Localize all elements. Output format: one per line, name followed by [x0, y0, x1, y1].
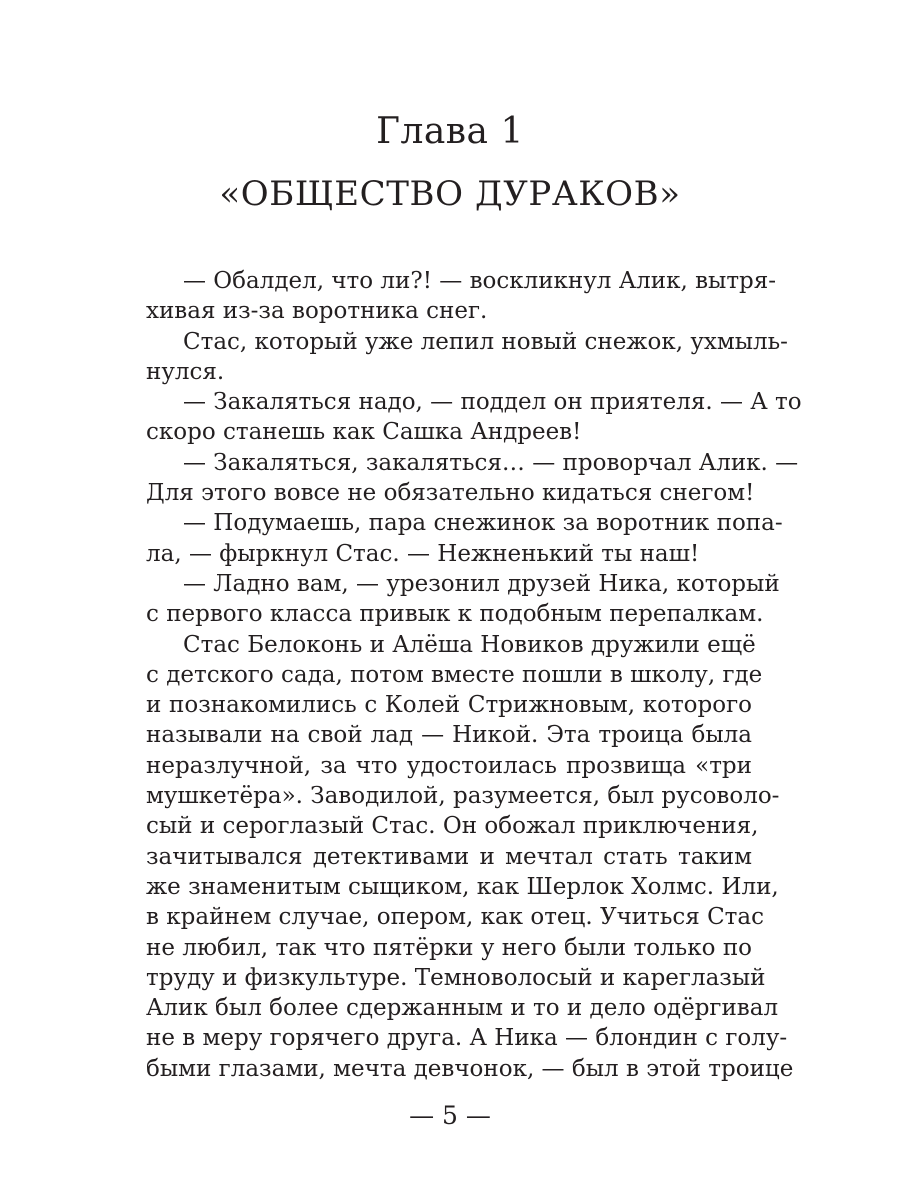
text-line: же знаменитым сыщиком, как Шерлок Холмс. Или,: [146, 873, 779, 900]
text-line: называли на свой лад — Никой. Эта троица была: [146, 722, 752, 749]
text-line: — Закаляться, закаляться… — проворчал Алик. —: [183, 449, 799, 476]
text-line: Для этого вовсе не обязательно кидаться снегом!: [146, 480, 755, 507]
text-line: — Ладно вам, — урезонил друзей Ника, который: [183, 570, 780, 597]
text-line: Стас Белоконь и Алёша Новиков дружили ещё: [183, 631, 756, 658]
text-line: сый и сероглазый Стас. Он обожал приключения,: [146, 813, 759, 840]
chapter-title: «ОБЩЕСТВО ДУРАКОВ»: [219, 174, 681, 214]
text-line: мушкетёра». Заводилой, разумеется, был русоволо-: [146, 783, 780, 810]
text-line: неразлучной, за что удостоилась прозвища «три: [146, 752, 752, 779]
page-number: — 5 —: [409, 1101, 491, 1130]
text-line: — Обалдел, что ли?! — воскликнул Алик, вытря-: [183, 268, 777, 294]
text-line: быми глазами, мечта девчонок, — был в этой троице: [146, 1055, 794, 1082]
text-line: Стас, который уже лепил новый снежок, ухмыль-: [183, 328, 788, 355]
chapter-body: [146, 266, 802, 1084]
text-line: не любил, так что пятёрки у него были только по: [146, 934, 752, 961]
text-line: труду и физкультуре. Темноволосый и кареглазый: [146, 964, 766, 991]
chapter-number: Глава 1: [376, 111, 524, 152]
text-line: скоро станешь как Сашка Андреев!: [146, 419, 582, 446]
text-line: — Подумаешь, пара снежинок за воротник попа-: [183, 510, 783, 537]
text-line: в крайнем случае, опером, как отец. Учиться Стас: [146, 904, 764, 931]
text-line: Алик был более сдержанным и то и дело одёргивал: [146, 995, 779, 1022]
text-line: зачитывался детективами и мечтал стать таким: [146, 843, 752, 870]
text-line: и познакомились с Колей Стрижновым, которого: [146, 692, 752, 719]
text-line: — Закаляться надо, — поддел он приятеля. — А то: [183, 389, 802, 416]
text-line: с детского сада, потом вместе пошли в школу, где: [146, 661, 763, 688]
text-line: хивая из-за воротника снег.: [146, 298, 488, 325]
text-line: не в меру горячего друга. А Ника — блондин с голу-: [146, 1025, 788, 1052]
text-line: с первого класса привык к подобным перепалкам.: [146, 601, 764, 628]
text-line: нулся.: [146, 358, 225, 385]
text-line: ла, — фыркнул Стас. — Нежненький ты наш!: [146, 540, 700, 567]
